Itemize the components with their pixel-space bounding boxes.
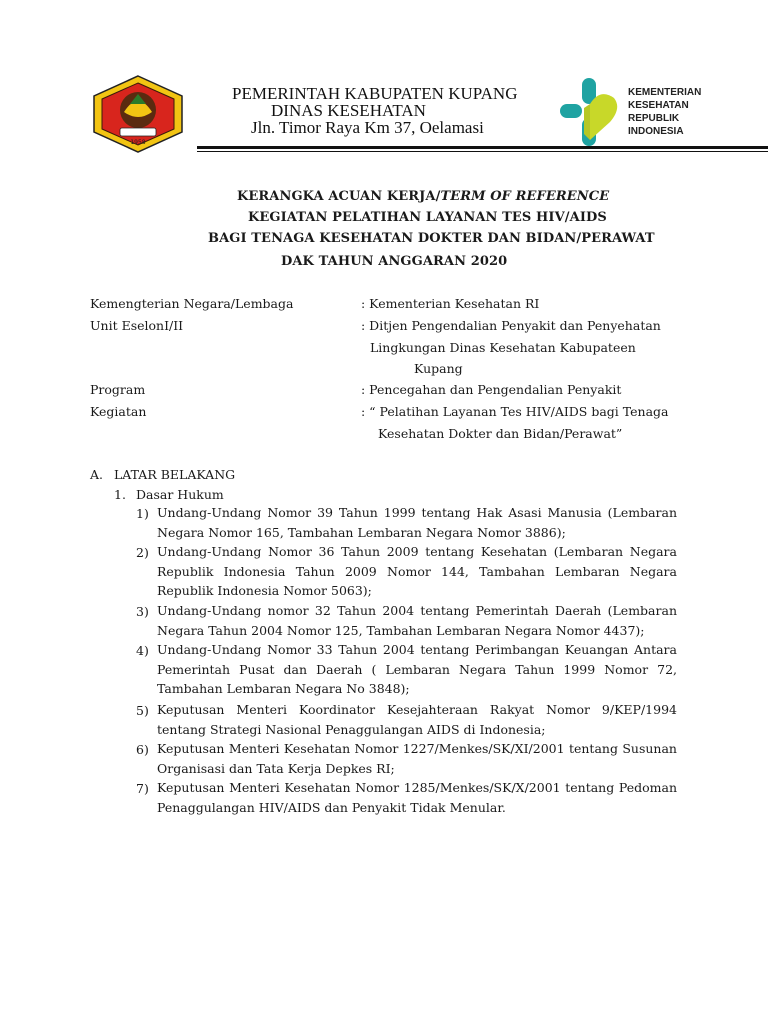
section-letter: A. (90, 467, 104, 482)
kegiatan-value-line-2: Kesehatan Dokter dan Bidan/Perawat” (378, 426, 623, 441)
program-label: Program (90, 382, 146, 397)
list-item-number: 5) (136, 703, 149, 718)
list-item-text: Undang-Undang nomor 32 Tahun 2004 tentang Pemerintah Daerah (Lembaran Negara Tahun 2004 Nomor 125, Tambahan Lembaran Negara Nomor 4437); (157, 603, 677, 638)
title-line-1: KERANGKA ACUAN KERJA/TERM OF REFERENCE (237, 189, 610, 204)
program-value: : Pencegahan dan Pengendalian Penyakit (361, 382, 622, 397)
ministry-line-4: INDONESIA (628, 126, 684, 137)
unit-value-line-2: Lingkungan Dinas Kesehatan Kabupateen (370, 340, 636, 355)
header-address-line: Jln. Timor Raya Km 37, Oelamasi (251, 118, 484, 137)
title-line-4: DAK TAHUN ANGGARAN 2020 (281, 254, 508, 269)
kegiatan-value-line-1: : “ Pelatihan Layanan Tes HIV/AIDS bagi Tenaga (361, 404, 669, 419)
ministry-line-3: REPUBLIK (628, 113, 680, 124)
unit-label: Unit EselonI/II (90, 318, 184, 333)
header-divider-thin (197, 151, 768, 152)
kegiatan-label: Kegiatan (90, 404, 147, 419)
list-item-text: Keputusan Menteri Kesehatan Nomor 1285/Menkes/SK/X/2001 tentang Pedoman Penaggulangan HIV/AIDS dan Penyakit Tidak Menular. (157, 780, 677, 815)
title-line-2: KEGIATAN PELATIHAN LAYANAN TES HIV/AIDS (248, 210, 607, 225)
list-item-number: 4) (136, 643, 149, 658)
header-divider-thick (197, 146, 768, 149)
unit-value-line-3: Kupang (414, 361, 463, 376)
list-item-number: 3) (136, 604, 149, 619)
header-agency-line: DINAS KESEHATAN (271, 101, 426, 120)
kemenkes-logo-icon (556, 74, 622, 150)
list-item-number: 2) (136, 545, 149, 560)
header-government-line: PEMERINTAH KABUPATEN KUPANG (232, 84, 518, 103)
ministry-line-2: KESEHATAN (628, 100, 689, 111)
list-item-number: 1) (136, 506, 149, 521)
kementerian-value: : Kementerian Kesehatan RI (361, 296, 540, 311)
list-item-text: Undang-Undang Nomor 33 Tahun 2004 tentang Perimbangan Keuangan Antara Pemerintah Pusat dan Daerah ( Lembaran Negara Tahun 1999 Nomor 72, Tambahan Lembaran Negara No 3848); (157, 642, 677, 697)
list-item-number: 7) (136, 781, 149, 796)
list-item-text: Keputusan Menteri Kesehatan Nomor 1227/Menkes/SK/XI/2001 tentang Susunan Organisasi dan Tata Kerja Depkes RI; (157, 741, 677, 776)
subsection-title: Dasar Hukum (136, 487, 224, 502)
emblem-year: 1958 (130, 139, 146, 146)
title-term-of-reference: TERM OF REFERENCE (440, 189, 610, 204)
ministry-line-1: KEMENTERIAN (628, 87, 702, 98)
title-line-3: BAGI TENAGA KESEHATAN DOKTER DAN BIDAN/PERAWAT (208, 231, 655, 246)
list-item-text: Undang-Undang Nomor 36 Tahun 2009 tentang Kesehatan (Lembaran Negara Republik Indonesia Tahun 2009 Nomor 144, Tambahan Lembaran Negara Republik Indonesia Nomor 5063); (157, 544, 677, 599)
list-item-text: Undang-Undang Nomor 39 Tahun 1999 tentang Hak Asasi Manusia (Lembaran Negara Nomor 165, Tambahan Lembaran Negara Nomor 3886); (157, 505, 677, 540)
section-title: LATAR BELAKANG (114, 467, 236, 482)
ministry-name (628, 86, 701, 138)
list-item-text: Keputusan Menteri Koordinator Kesejahteraan Rakyat Nomor 9/KEP/1994 tentang Strategi Nasional Penaggulangan AIDS di Indonesia; (157, 702, 677, 737)
unit-value-line-1: : Ditjen Pengendalian Penyakit dan Penyehatan (361, 318, 661, 333)
list-item-number: 6) (136, 742, 149, 757)
kementerian-label: Kemengterian Negara/Lembaga (90, 296, 294, 311)
subsection-number: 1. (114, 487, 126, 502)
kabupaten-kupang-emblem-icon (90, 74, 186, 154)
